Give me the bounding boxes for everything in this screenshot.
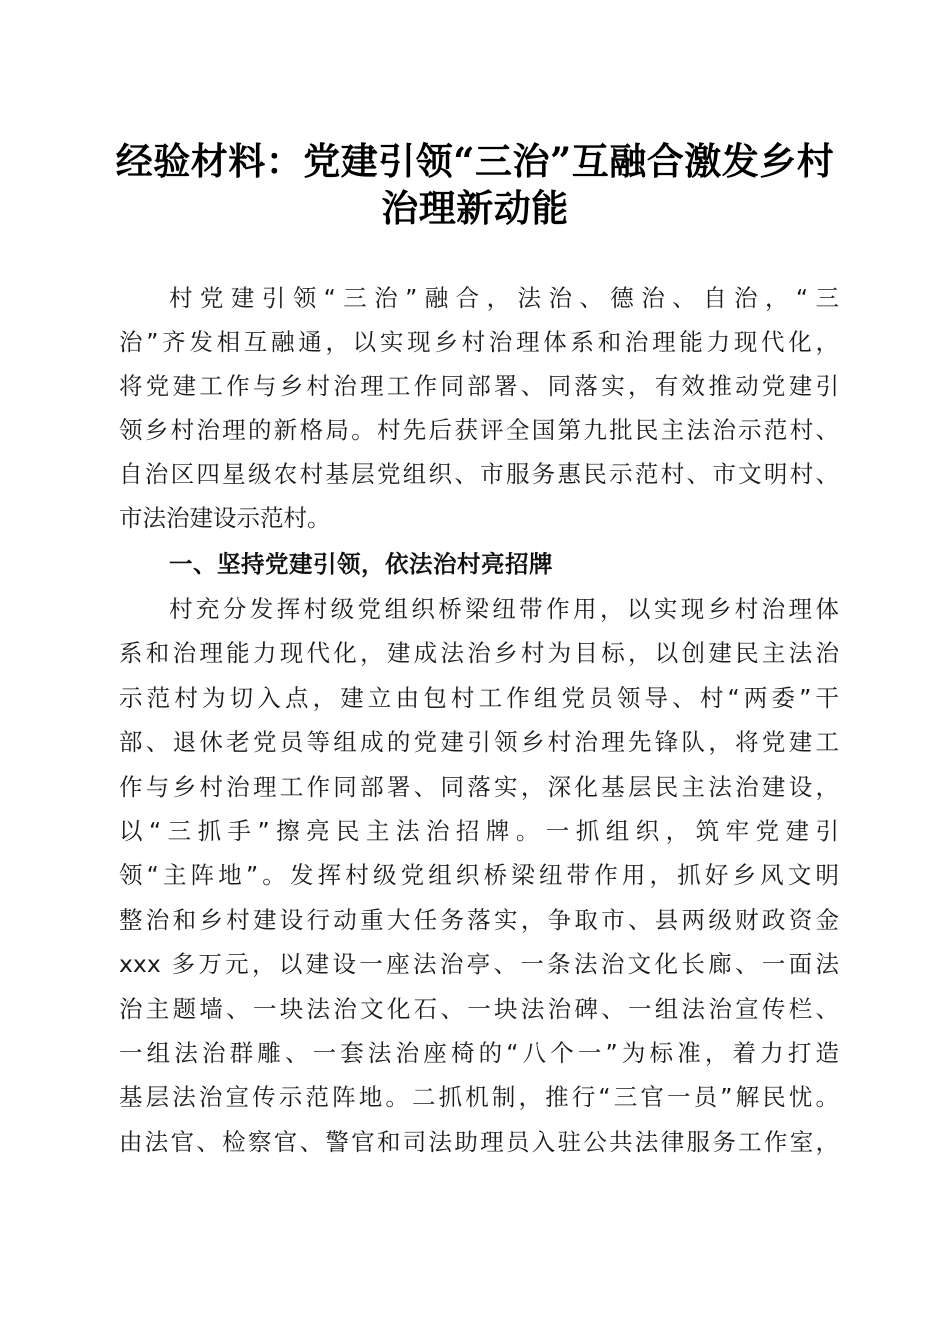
section-1-line: 整治和乡村建设行动重大任务落实，争取市、县两级财政资金 [119,906,839,934]
intro-line: 治”齐发相互融通，以实现乡村治理体系和治理能力现代化， [119,328,839,356]
section-1-line: 基层法治宣传示范阵地。二抓机制，推行“三官一员”解民忧。 [119,1083,839,1111]
section-1-line: 领“主阵地”。发挥村级党组织桥梁纽带作用，抓好乡风文明 [119,861,839,889]
section-1-line: 部、退休老党员等组成的党建引领乡村治理先锋队，将党建工 [119,728,839,756]
section-1-line: 以“三抓手”擦亮民主法治招牌。一抓组织，筑牢党建引 [119,817,839,845]
section-1-line: 村充分发挥村级党组织桥梁纽带作用，以实现乡村治理体 [169,595,839,623]
section-1-line: 一组法治群雕、一套法治座椅的“八个一”为标准，着力打造 [119,1039,839,1067]
intro-line: 市法治建设示范村。 [119,504,331,532]
document-title-line-1: 经验材料：党建引领“三治”互融合激发乡村 [115,139,835,183]
intro-line: 自治区四星级农村基层党组织、市服务惠民示范村、市文明村、 [119,460,839,488]
intro-line: 领乡村治理的新格局。村先后获评全国第九批民主法治示范村、 [119,416,839,444]
document-title-line-2: 治理新动能 [381,186,569,230]
section-1-line: xxx 多万元，以建设一座法治亭、一条法治文化长廊、一面法 [119,950,839,978]
intro-line: 村党建引领“三治”融合，法治、德治、自治，“三 [169,284,839,312]
intro-line: 将党建工作与乡村治理工作同部署、同落实，有效推动党建引 [119,372,839,400]
section-1-line: 作与乡村治理工作同部署、同落实，深化基层民主法治建设， [119,773,839,801]
section-1-line: 治主题墙、一块法治文化石、一块法治碑、一组法治宣传栏、 [119,995,839,1023]
section-1-line: 示范村为切入点，建立由包村工作组党员领导、村“两委”干 [119,684,839,712]
section-1-line: 由法官、检察官、警官和司法助理员入驻公共法律服务工作室， [119,1128,839,1156]
section-1-line: 系和治理能力现代化，建成法治乡村为目标，以创建民主法治 [119,639,839,667]
section-1-heading: 一、坚持党建引领，依法治村亮招牌 [169,550,553,578]
